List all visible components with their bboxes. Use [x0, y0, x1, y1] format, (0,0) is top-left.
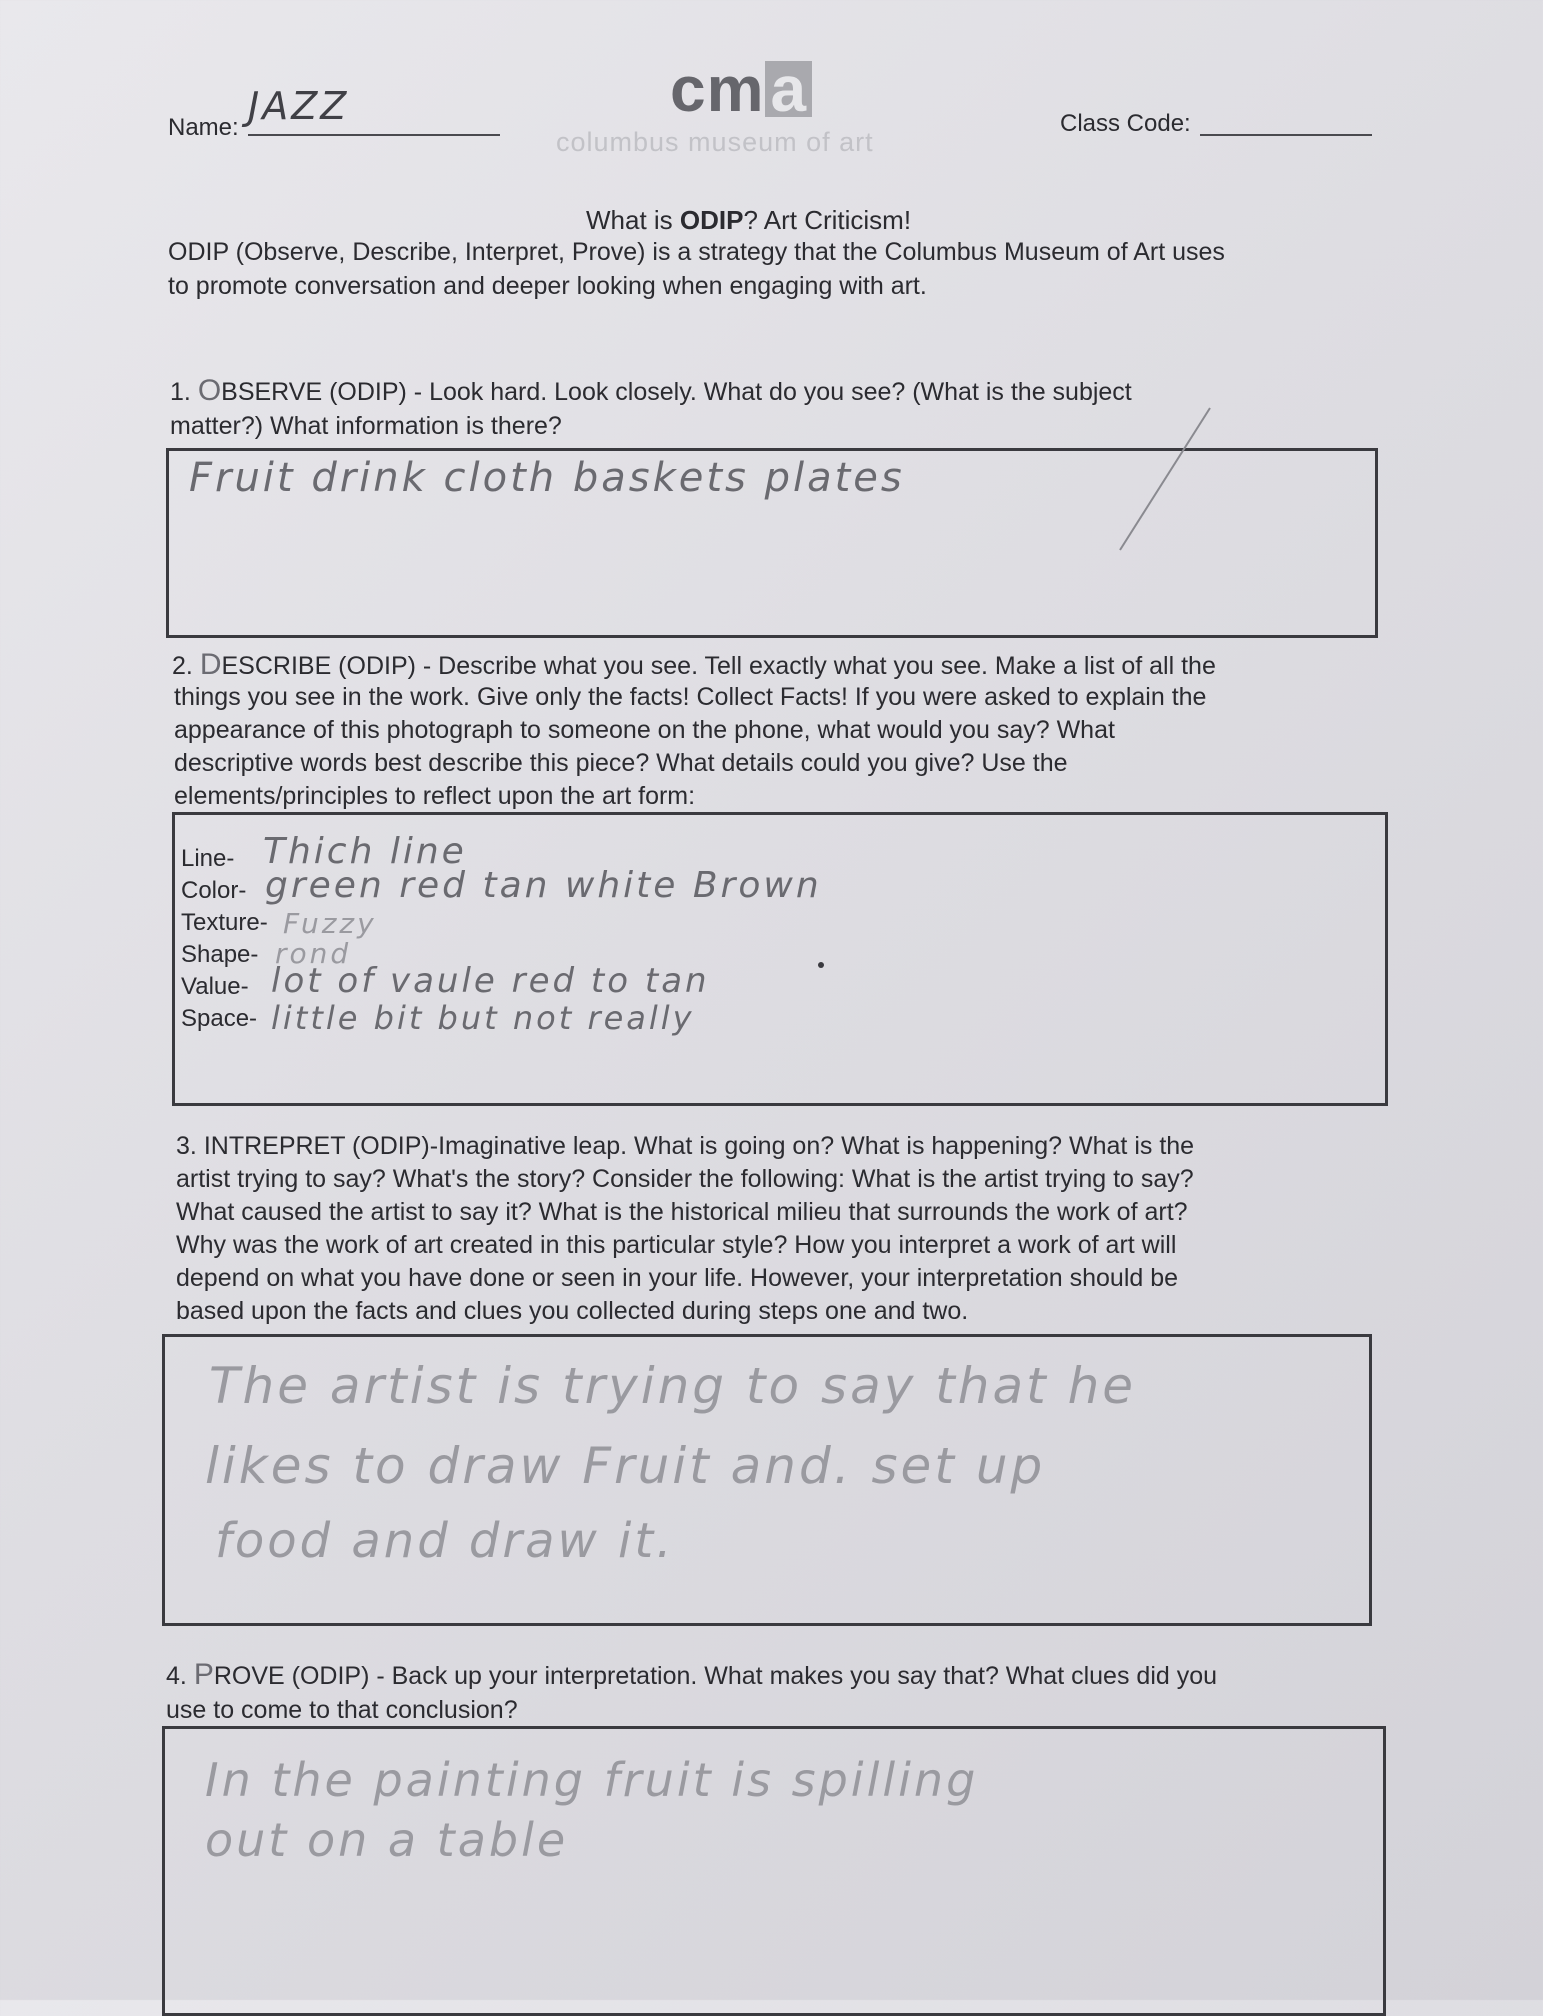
q4-line-2: use to come to that conclusion?: [166, 1696, 518, 1724]
q1-heading-text: BSERVE (ODIP) - Look hard. Look closely. What do you see? (What is the subject: [221, 378, 1132, 406]
intro-title-bold: ODIP: [679, 205, 744, 235]
q2-texture-answer: Fuzzy: [283, 907, 377, 940]
q4-answer-box[interactable]: [162, 1726, 1386, 2016]
q2-letter: D: [199, 648, 222, 681]
q2-space-label: Space-: [181, 1005, 258, 1032]
intro-title-suffix: ? Art Criticism!: [743, 205, 912, 235]
q2-line-answer: Thich line: [263, 831, 467, 872]
q2-shape-label: Shape-: [181, 941, 259, 968]
pencil-dot: [818, 962, 824, 968]
q3-answer-line-1: The artist is trying to say that he: [209, 1357, 1137, 1415]
q2-line-4: elements/principles to reflect upon the art form:: [174, 782, 696, 810]
q4-answer-line-2: out on a table: [205, 1813, 569, 1867]
q4-heading-text: ROVE (ODIP) - Back up your interpretation. What makes you say that? What clues did you: [213, 1662, 1218, 1690]
q2-line-label: Line-: [181, 845, 235, 872]
q2-texture-label: Texture-: [181, 909, 268, 936]
q2-value-answer: lot of vaule red to tan: [271, 961, 710, 1001]
q3-heading-text: INTREPRET (ODIP)-Imaginative leap. What is going on? What is happening? What is the: [203, 1132, 1195, 1160]
intro-title: [586, 205, 911, 236]
name-label: Name:: [168, 114, 239, 141]
q3-line-5: based upon the facts and clues you collected during steps one and two.: [176, 1297, 969, 1325]
q2-color-label: Color-: [181, 877, 247, 904]
q3-line-1: artist trying to say? What's the story? Consider the following: What is the artist trying to say?: [176, 1165, 1194, 1193]
q4-heading: [166, 1658, 1217, 1693]
q4-number: 4.: [166, 1662, 187, 1690]
q2-answer-box[interactable]: [172, 812, 1388, 1106]
class-code-underline: [1200, 134, 1372, 136]
q3-answer-line-3: food and draw it.: [215, 1513, 675, 1569]
q1-answer: Fruit drink cloth baskets plates: [189, 455, 905, 501]
q1-number: 1.: [170, 378, 191, 406]
logo-subtitle: columbus museum of art: [556, 127, 874, 157]
q3-line-2: What caused the artist to say it? What is the historical milieu that surrounds the work of art?: [176, 1198, 1188, 1226]
q3-answer-line-2: likes to draw Fruit and. set up: [205, 1437, 1046, 1495]
q1-heading: [170, 374, 1132, 409]
cma-logo: [670, 52, 812, 126]
q2-value-label: Value-: [181, 973, 249, 1000]
q1-letter: O: [197, 374, 222, 407]
q2-color-answer: green red tan white Brown: [265, 865, 822, 906]
name-underline: [248, 134, 500, 136]
intro-title-prefix: What is: [586, 205, 673, 235]
logo-main-text: cm: [670, 53, 765, 125]
q2-number: 2.: [172, 652, 193, 680]
q1-line-2: matter?) What information is there?: [170, 412, 562, 440]
q3-heading: [176, 1130, 1194, 1163]
q3-number: 3.: [176, 1132, 197, 1160]
pencil-stroke-mark: [1100, 400, 1220, 560]
intro-line-1: ODIP (Observe, Describe, Interpret, Prove) is a strategy that the Columbus Museum of Art uses: [168, 238, 1225, 266]
q4-answer-line-1: In the painting fruit is spilling: [205, 1753, 979, 1807]
q3-line-4: depend on what you have done or seen in your life. However, your interpretation should be: [176, 1264, 1179, 1292]
q2-line-3: descriptive words best describe this piece? What details could you give? Use the: [174, 749, 1068, 777]
intro-line-2: to promote conversation and deeper looking when engaging with art.: [168, 272, 927, 300]
q2-shape-answer: rond: [275, 937, 352, 970]
q2-heading-text: ESCRIBE (ODIP) - Describe what you see. Tell exactly what you see. Make a list of all the: [221, 652, 1216, 680]
q4-letter: P: [193, 1658, 214, 1691]
class-code-label: Class Code:: [1060, 110, 1191, 137]
q2-line-2: appearance of this photograph to someone on the phone, what would you say? What: [174, 716, 1115, 744]
q3-line-3: Why was the work of art created in this particular style? How you interpret a work of art will: [176, 1231, 1177, 1259]
logo-accent-text: a: [765, 61, 813, 117]
q3-answer-box[interactable]: [162, 1334, 1372, 1626]
q2-heading: [172, 648, 1216, 683]
name-value: JAZZ: [248, 84, 350, 128]
q2-line-1: things you see in the work. Give only the facts! Collect Facts! If you were asked to explain the: [174, 683, 1207, 711]
q2-space-answer: little bit but not really: [271, 999, 695, 1037]
